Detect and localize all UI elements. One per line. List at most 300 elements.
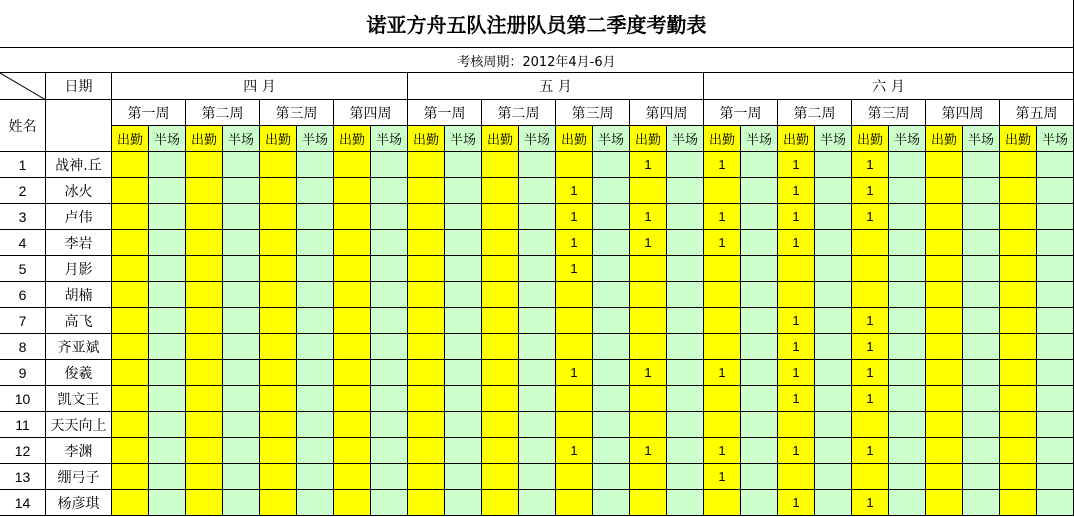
half-cell	[223, 152, 260, 178]
half-cell	[1037, 334, 1074, 360]
row-number: 6	[0, 282, 46, 308]
half-subheader: 半场	[297, 126, 334, 152]
attend-cell	[556, 490, 593, 516]
half-cell	[519, 282, 556, 308]
attend-cell: 1	[852, 360, 889, 386]
half-cell	[1037, 152, 1074, 178]
half-cell	[297, 152, 334, 178]
half-cell	[889, 152, 926, 178]
attend-cell	[630, 412, 667, 438]
half-cell	[963, 308, 1000, 334]
half-cell	[741, 438, 778, 464]
attend-cell	[408, 178, 445, 204]
attend-cell	[186, 308, 223, 334]
attend-cell	[556, 282, 593, 308]
week-header: 第二周	[186, 100, 260, 126]
half-cell	[297, 282, 334, 308]
week-header: 第一周	[704, 100, 778, 126]
attend-cell: 1	[704, 464, 741, 490]
member-name: 月影	[46, 256, 112, 282]
attend-subheader: 出勤	[408, 126, 445, 152]
attend-cell	[334, 360, 371, 386]
half-cell	[149, 412, 186, 438]
half-cell	[889, 308, 926, 334]
attend-cell: 1	[778, 230, 815, 256]
attend-cell: 1	[778, 490, 815, 516]
half-cell	[667, 438, 704, 464]
attend-cell	[112, 490, 149, 516]
attend-cell	[408, 386, 445, 412]
attend-cell	[334, 256, 371, 282]
half-cell	[815, 308, 852, 334]
attend-cell	[186, 256, 223, 282]
half-cell	[1037, 412, 1074, 438]
attend-subheader: 出勤	[112, 126, 149, 152]
attend-cell	[482, 412, 519, 438]
half-cell	[1037, 204, 1074, 230]
attend-cell: 1	[556, 178, 593, 204]
week-header: 第四周	[334, 100, 408, 126]
attend-cell	[704, 256, 741, 282]
half-cell	[667, 490, 704, 516]
attend-cell	[1000, 308, 1037, 334]
attend-cell: 1	[852, 334, 889, 360]
week-header: 第三周	[260, 100, 334, 126]
half-cell	[815, 438, 852, 464]
half-cell	[815, 152, 852, 178]
half-cell	[667, 204, 704, 230]
attend-cell	[334, 178, 371, 204]
half-cell	[371, 152, 408, 178]
attend-cell	[926, 412, 963, 438]
week-header: 第二周	[482, 100, 556, 126]
attend-cell	[482, 386, 519, 412]
half-cell	[297, 412, 334, 438]
attend-subheader: 出勤	[1000, 126, 1037, 152]
half-cell	[223, 334, 260, 360]
half-cell	[519, 386, 556, 412]
attend-subheader: 出勤	[778, 126, 815, 152]
attend-cell	[1000, 464, 1037, 490]
attend-cell	[112, 308, 149, 334]
half-cell	[445, 438, 482, 464]
attend-cell	[926, 490, 963, 516]
half-cell	[593, 282, 630, 308]
attend-cell	[556, 386, 593, 412]
member-name: 冰火	[46, 178, 112, 204]
half-cell	[149, 438, 186, 464]
attend-cell	[482, 334, 519, 360]
attend-cell	[926, 204, 963, 230]
attend-cell	[482, 178, 519, 204]
attend-cell	[408, 438, 445, 464]
attend-cell	[852, 230, 889, 256]
member-name: 李岩	[46, 230, 112, 256]
half-cell	[741, 152, 778, 178]
half-cell	[371, 204, 408, 230]
half-cell	[223, 438, 260, 464]
half-cell	[297, 490, 334, 516]
attend-cell	[334, 230, 371, 256]
attend-cell: 1	[556, 438, 593, 464]
half-cell	[741, 230, 778, 256]
member-name: 李渊	[46, 438, 112, 464]
attend-cell	[186, 282, 223, 308]
attend-cell: 1	[778, 438, 815, 464]
half-cell	[149, 490, 186, 516]
attend-cell	[556, 308, 593, 334]
half-subheader: 半场	[149, 126, 186, 152]
attend-cell	[926, 386, 963, 412]
attend-cell	[1000, 438, 1037, 464]
half-cell	[889, 334, 926, 360]
attend-cell: 1	[852, 152, 889, 178]
half-cell	[297, 334, 334, 360]
half-cell	[445, 360, 482, 386]
attend-cell	[1000, 360, 1037, 386]
half-cell	[445, 412, 482, 438]
row-number: 8	[0, 334, 46, 360]
half-cell	[445, 490, 482, 516]
attend-cell: 1	[704, 360, 741, 386]
half-subheader: 半场	[815, 126, 852, 152]
row-number: 5	[0, 256, 46, 282]
attend-cell: 1	[630, 438, 667, 464]
attend-cell: 1	[852, 490, 889, 516]
attend-cell	[1000, 152, 1037, 178]
half-cell	[889, 464, 926, 490]
half-cell	[223, 490, 260, 516]
attend-cell	[482, 152, 519, 178]
half-cell	[371, 308, 408, 334]
half-cell	[371, 282, 408, 308]
attend-cell: 1	[630, 230, 667, 256]
half-cell	[815, 256, 852, 282]
half-cell	[593, 412, 630, 438]
half-cell	[741, 282, 778, 308]
half-cell	[297, 438, 334, 464]
attend-cell	[334, 152, 371, 178]
half-cell	[519, 230, 556, 256]
attend-cell	[112, 178, 149, 204]
half-cell	[445, 256, 482, 282]
half-cell	[593, 360, 630, 386]
attend-cell	[926, 334, 963, 360]
attend-cell	[1000, 334, 1037, 360]
attend-cell	[926, 152, 963, 178]
attend-cell	[334, 334, 371, 360]
attend-cell	[186, 438, 223, 464]
attend-cell	[186, 334, 223, 360]
half-cell	[297, 204, 334, 230]
half-cell	[889, 412, 926, 438]
half-cell	[963, 334, 1000, 360]
half-cell	[371, 386, 408, 412]
half-cell	[223, 230, 260, 256]
attend-cell	[778, 256, 815, 282]
attend-cell	[704, 490, 741, 516]
half-cell	[667, 386, 704, 412]
attend-cell	[630, 334, 667, 360]
row-number: 9	[0, 360, 46, 386]
attend-subheader: 出勤	[704, 126, 741, 152]
half-cell	[519, 360, 556, 386]
attend-cell: 1	[778, 152, 815, 178]
half-cell	[445, 230, 482, 256]
half-cell	[149, 308, 186, 334]
half-cell	[1037, 464, 1074, 490]
half-cell	[297, 386, 334, 412]
half-cell	[519, 412, 556, 438]
half-cell	[223, 178, 260, 204]
half-cell	[297, 230, 334, 256]
attend-cell	[704, 412, 741, 438]
attend-cell	[1000, 412, 1037, 438]
row-number: 3	[0, 204, 46, 230]
attend-cell	[260, 256, 297, 282]
attend-cell: 1	[556, 256, 593, 282]
half-cell	[963, 282, 1000, 308]
half-cell	[371, 256, 408, 282]
half-cell	[519, 438, 556, 464]
attend-cell	[334, 412, 371, 438]
half-cell	[371, 490, 408, 516]
attend-cell	[260, 230, 297, 256]
half-cell	[741, 360, 778, 386]
half-cell	[445, 282, 482, 308]
row-number: 1	[0, 152, 46, 178]
half-cell	[741, 386, 778, 412]
half-cell	[149, 282, 186, 308]
half-cell	[741, 464, 778, 490]
attend-cell	[926, 438, 963, 464]
half-cell	[741, 178, 778, 204]
half-cell	[963, 412, 1000, 438]
half-cell	[519, 204, 556, 230]
half-cell	[223, 386, 260, 412]
attend-subheader: 出勤	[630, 126, 667, 152]
attend-cell	[260, 412, 297, 438]
week-header: 第三周	[556, 100, 630, 126]
attend-cell	[704, 178, 741, 204]
half-cell	[445, 464, 482, 490]
attend-cell	[408, 204, 445, 230]
attend-cell	[704, 282, 741, 308]
attend-cell	[408, 360, 445, 386]
half-cell	[445, 204, 482, 230]
attend-cell	[482, 360, 519, 386]
half-cell	[297, 178, 334, 204]
half-cell	[371, 178, 408, 204]
half-subheader: 半场	[667, 126, 704, 152]
attend-cell	[260, 178, 297, 204]
half-cell	[1037, 308, 1074, 334]
half-cell	[593, 230, 630, 256]
attend-cell	[482, 438, 519, 464]
attend-cell	[852, 412, 889, 438]
attend-cell	[260, 282, 297, 308]
diagonal-header-cell	[0, 73, 46, 100]
attend-cell	[556, 152, 593, 178]
attend-cell	[186, 490, 223, 516]
half-subheader: 半场	[963, 126, 1000, 152]
attend-cell	[186, 386, 223, 412]
week-header: 第四周	[926, 100, 1000, 126]
attend-cell	[704, 334, 741, 360]
half-cell	[519, 464, 556, 490]
half-cell	[889, 204, 926, 230]
attend-cell	[112, 360, 149, 386]
attend-cell: 1	[556, 360, 593, 386]
attend-cell	[112, 204, 149, 230]
attend-cell	[112, 256, 149, 282]
week-header: 第一周	[408, 100, 482, 126]
half-cell	[963, 386, 1000, 412]
attend-cell	[260, 386, 297, 412]
half-cell	[223, 412, 260, 438]
half-cell	[593, 204, 630, 230]
attend-cell: 1	[778, 334, 815, 360]
half-cell	[223, 360, 260, 386]
half-cell	[1037, 230, 1074, 256]
attend-cell	[334, 282, 371, 308]
attend-cell: 1	[778, 178, 815, 204]
row-number: 11	[0, 412, 46, 438]
attend-cell	[556, 412, 593, 438]
half-subheader: 半场	[371, 126, 408, 152]
attend-cell	[482, 256, 519, 282]
half-cell	[149, 386, 186, 412]
month-header: 五 月	[408, 73, 704, 100]
half-cell	[1037, 360, 1074, 386]
half-cell	[815, 282, 852, 308]
attend-cell	[408, 230, 445, 256]
half-cell	[963, 230, 1000, 256]
attend-cell: 1	[852, 308, 889, 334]
attend-cell	[260, 438, 297, 464]
half-cell	[445, 178, 482, 204]
row-number: 14	[0, 490, 46, 516]
half-subheader: 半场	[445, 126, 482, 152]
half-cell	[889, 438, 926, 464]
attend-cell	[408, 308, 445, 334]
attend-cell	[482, 308, 519, 334]
half-cell	[593, 490, 630, 516]
attend-cell	[334, 490, 371, 516]
attend-cell	[334, 386, 371, 412]
row-number: 4	[0, 230, 46, 256]
half-cell	[667, 412, 704, 438]
half-cell	[667, 282, 704, 308]
half-cell	[889, 490, 926, 516]
half-cell	[815, 204, 852, 230]
attend-cell	[408, 152, 445, 178]
half-cell	[371, 230, 408, 256]
attend-cell	[408, 464, 445, 490]
attend-cell	[260, 464, 297, 490]
half-cell	[963, 256, 1000, 282]
half-cell	[741, 308, 778, 334]
attend-subheader: 出勤	[334, 126, 371, 152]
attend-subheader: 出勤	[852, 126, 889, 152]
attend-cell	[112, 230, 149, 256]
half-cell	[667, 152, 704, 178]
date-label: 日期	[46, 73, 112, 100]
member-name: 胡楠	[46, 282, 112, 308]
attend-cell	[408, 490, 445, 516]
half-cell	[149, 204, 186, 230]
attend-cell	[260, 360, 297, 386]
half-cell	[667, 308, 704, 334]
blank-header-cell	[46, 100, 112, 152]
half-cell	[445, 334, 482, 360]
half-cell	[223, 256, 260, 282]
half-cell	[815, 464, 852, 490]
diagonal-line	[0, 73, 46, 100]
half-cell	[593, 438, 630, 464]
attend-cell	[334, 464, 371, 490]
attend-cell	[334, 204, 371, 230]
attend-cell: 1	[556, 204, 593, 230]
attend-cell	[186, 204, 223, 230]
attend-cell	[408, 412, 445, 438]
half-cell	[149, 178, 186, 204]
attend-cell	[852, 282, 889, 308]
half-cell	[445, 386, 482, 412]
attend-cell	[778, 412, 815, 438]
half-cell	[963, 204, 1000, 230]
half-cell	[741, 334, 778, 360]
attend-cell	[926, 308, 963, 334]
attend-cell	[926, 230, 963, 256]
week-header: 第四周	[630, 100, 704, 126]
attend-cell: 1	[704, 438, 741, 464]
attend-cell	[186, 178, 223, 204]
attend-cell: 1	[852, 386, 889, 412]
attend-cell	[1000, 282, 1037, 308]
attend-cell	[778, 464, 815, 490]
half-cell	[149, 334, 186, 360]
half-cell	[593, 178, 630, 204]
attend-subheader: 出勤	[556, 126, 593, 152]
half-cell	[667, 178, 704, 204]
half-cell	[889, 282, 926, 308]
half-cell	[815, 178, 852, 204]
half-cell	[889, 256, 926, 282]
attend-subheader: 出勤	[482, 126, 519, 152]
attend-cell	[186, 464, 223, 490]
half-cell	[667, 230, 704, 256]
half-cell	[1037, 490, 1074, 516]
attend-cell	[260, 308, 297, 334]
attend-cell	[482, 490, 519, 516]
member-name: 高飞	[46, 308, 112, 334]
half-subheader: 半场	[223, 126, 260, 152]
member-name: 齐亚斌	[46, 334, 112, 360]
half-cell	[815, 360, 852, 386]
attend-cell: 1	[778, 308, 815, 334]
row-number: 13	[0, 464, 46, 490]
period-label: 考核周期：2012年4月-6月	[0, 48, 1074, 73]
attend-cell	[1000, 490, 1037, 516]
half-cell	[149, 464, 186, 490]
attend-cell	[630, 282, 667, 308]
half-cell	[297, 256, 334, 282]
attend-cell	[186, 360, 223, 386]
attend-cell: 1	[778, 386, 815, 412]
half-cell	[223, 308, 260, 334]
half-cell	[445, 152, 482, 178]
